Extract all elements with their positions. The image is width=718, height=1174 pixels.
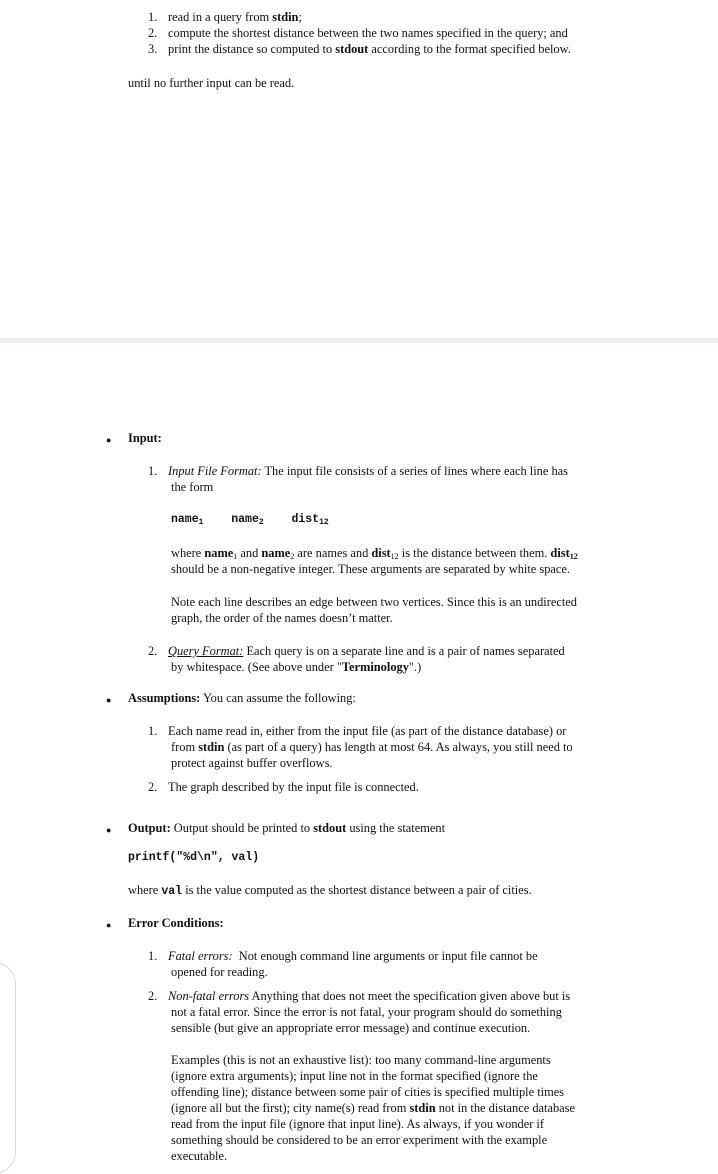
bullet-icon: ● [106, 825, 112, 835]
text: using the statement [346, 821, 446, 835]
bullet-icon: ● [106, 695, 112, 705]
heading-text: Error Conditions: [128, 916, 224, 930]
text: not in the distance database [435, 1101, 575, 1115]
heading-text: Output: [128, 821, 171, 835]
item-number: 2. [148, 644, 158, 658]
error-item-2 [148, 988, 570, 1004]
item-text: Anything that does not meet the specification given above but is [249, 989, 571, 1003]
step-number: 1. [148, 10, 158, 24]
step-3 [148, 41, 571, 57]
bold-term: stdout [313, 821, 347, 835]
sub: 12 [569, 552, 578, 561]
text: Output should be printed to [170, 821, 314, 835]
text: ".) [408, 660, 422, 674]
code-dist: dist [291, 513, 320, 526]
item-text: Each name read in, either from the input file (as part of the distance database) or [168, 724, 567, 738]
error-item-1 [148, 948, 538, 964]
examples-line-2: (ignore extra arguments); input line not in the format specified (ignore the [171, 1069, 538, 1083]
text: where [128, 883, 162, 897]
examples-line-7: executable. [171, 1149, 228, 1163]
heading-intro: You can assume the following: [200, 691, 356, 705]
input-item-1 [148, 463, 568, 479]
step-text: read in a query from [168, 10, 273, 24]
item-number: 1. [148, 724, 158, 738]
step-bold: stdout [335, 42, 369, 56]
item-title: Input File Format: [168, 464, 262, 478]
item-number: 1. [148, 464, 158, 478]
bold-term: Terminology [341, 660, 409, 674]
text: are names and [294, 546, 372, 560]
item-text: The input file consists of a series of lines where each line has [261, 464, 568, 478]
bold-term: dist [550, 546, 570, 560]
side-scroll-edge [0, 962, 16, 1174]
step-bold: stdin [272, 10, 299, 24]
step-1 [148, 9, 302, 25]
error-item-1-line2: opened for reading. [171, 965, 268, 979]
output-heading [128, 820, 445, 836]
text: is the distance between them. [398, 546, 551, 560]
step-number: 2. [148, 26, 158, 40]
step-text: according to the format specified below. [368, 42, 571, 56]
examples-line-4 [171, 1100, 575, 1116]
step-text: ; [298, 10, 302, 24]
error-item-2-line2: not a fatal error. Since the error is not fatal, your program should do something [171, 1005, 562, 1019]
code-sub: 12 [319, 518, 329, 527]
item-number: 2. [148, 780, 158, 794]
step-number: 3. [148, 42, 158, 56]
text: (as part of a query) has length at most 64. As always, you still need to [224, 740, 573, 754]
assumptions-heading [128, 690, 356, 706]
step-text: compute the shortest distance between the two names specified in the query; and [168, 26, 568, 40]
where-line-2: should be a non-negative integer. These arguments are separated by white space. [171, 562, 570, 576]
item-number: 2. [148, 989, 158, 1003]
sub: 2 [290, 552, 295, 561]
inline-code: val [161, 885, 183, 898]
text: from [171, 740, 199, 754]
text: and [237, 546, 262, 560]
bold-term: stdin [409, 1101, 436, 1115]
assumption-item-2 [148, 779, 419, 795]
code-name1: name [171, 513, 199, 526]
input-item-2 [148, 643, 565, 659]
text: is the value computed as the shortest distance between a pair of cities. [182, 883, 532, 897]
bold-term: name [204, 546, 234, 560]
item-text: Each query is on a separate line and is a pair of names separated [243, 644, 565, 658]
heading-text: Input: [128, 431, 162, 445]
item-title: Non-fatal errors [168, 989, 250, 1003]
examples-line-1: Examples (this is not an exhaustive list): too many command-line arguments [171, 1053, 551, 1067]
sub: 12 [390, 552, 399, 561]
note-line-1: Note each line describes an edge between two vertices. Since this is an undirected [171, 595, 577, 609]
bold-term: dist [371, 546, 391, 560]
item-text: The graph described by the input file is connected. [168, 780, 419, 794]
sub: 1 [233, 552, 238, 561]
item-title: Query Format: [168, 644, 244, 658]
item-title: Fatal errors: [168, 949, 233, 963]
input-format-code [171, 512, 329, 531]
heading-text: Assumptions: [128, 691, 201, 705]
bullet-icon: ● [106, 435, 112, 445]
bold-term: stdin [198, 740, 225, 754]
text: where [171, 546, 205, 560]
errors-heading [128, 915, 224, 931]
bold-term: name [261, 546, 291, 560]
text: (ignore all but the first); city name(s) read from [171, 1101, 410, 1115]
code-sub: 1 [198, 518, 204, 527]
item-text: Not enough command line arguments or input file cannot be [232, 949, 538, 963]
bullet-icon: ● [106, 920, 112, 930]
step-text: print the distance so computed to [168, 42, 336, 56]
input-item-2-line2 [171, 659, 421, 675]
examples-line-3: offending line); distance between some pair of cities is specified multiple times [171, 1085, 565, 1099]
input-heading [128, 430, 162, 446]
examples-line-6: something should be considered to be an error experiment with the example [171, 1133, 548, 1147]
until-text: until no further input can be read. [128, 76, 295, 90]
assumption-item-1 [148, 723, 566, 739]
item-number: 1. [148, 949, 158, 963]
code-sub: 2 [258, 518, 264, 527]
output-code: printf("%d\n", val) [128, 851, 260, 864]
assumption-item-1-line2 [171, 739, 573, 755]
section-divider [0, 338, 718, 343]
note-line-2: graph, the order of the names doesn’t matter. [171, 611, 393, 625]
assumption-item-1-line3: protect against buffer overflows. [171, 756, 333, 770]
error-item-2-line3: sensible (but give an appropriate error message) and continue execution. [171, 1021, 531, 1035]
step-2 [148, 25, 568, 41]
input-item-1-line2: the form [171, 480, 214, 494]
code-name2: name [231, 513, 259, 526]
examples-line-5: read from the input file (ignore that input line). As always, if you wonder if [171, 1117, 545, 1131]
output-where [128, 882, 532, 900]
text: by whitespace. (See above under " [171, 660, 342, 674]
